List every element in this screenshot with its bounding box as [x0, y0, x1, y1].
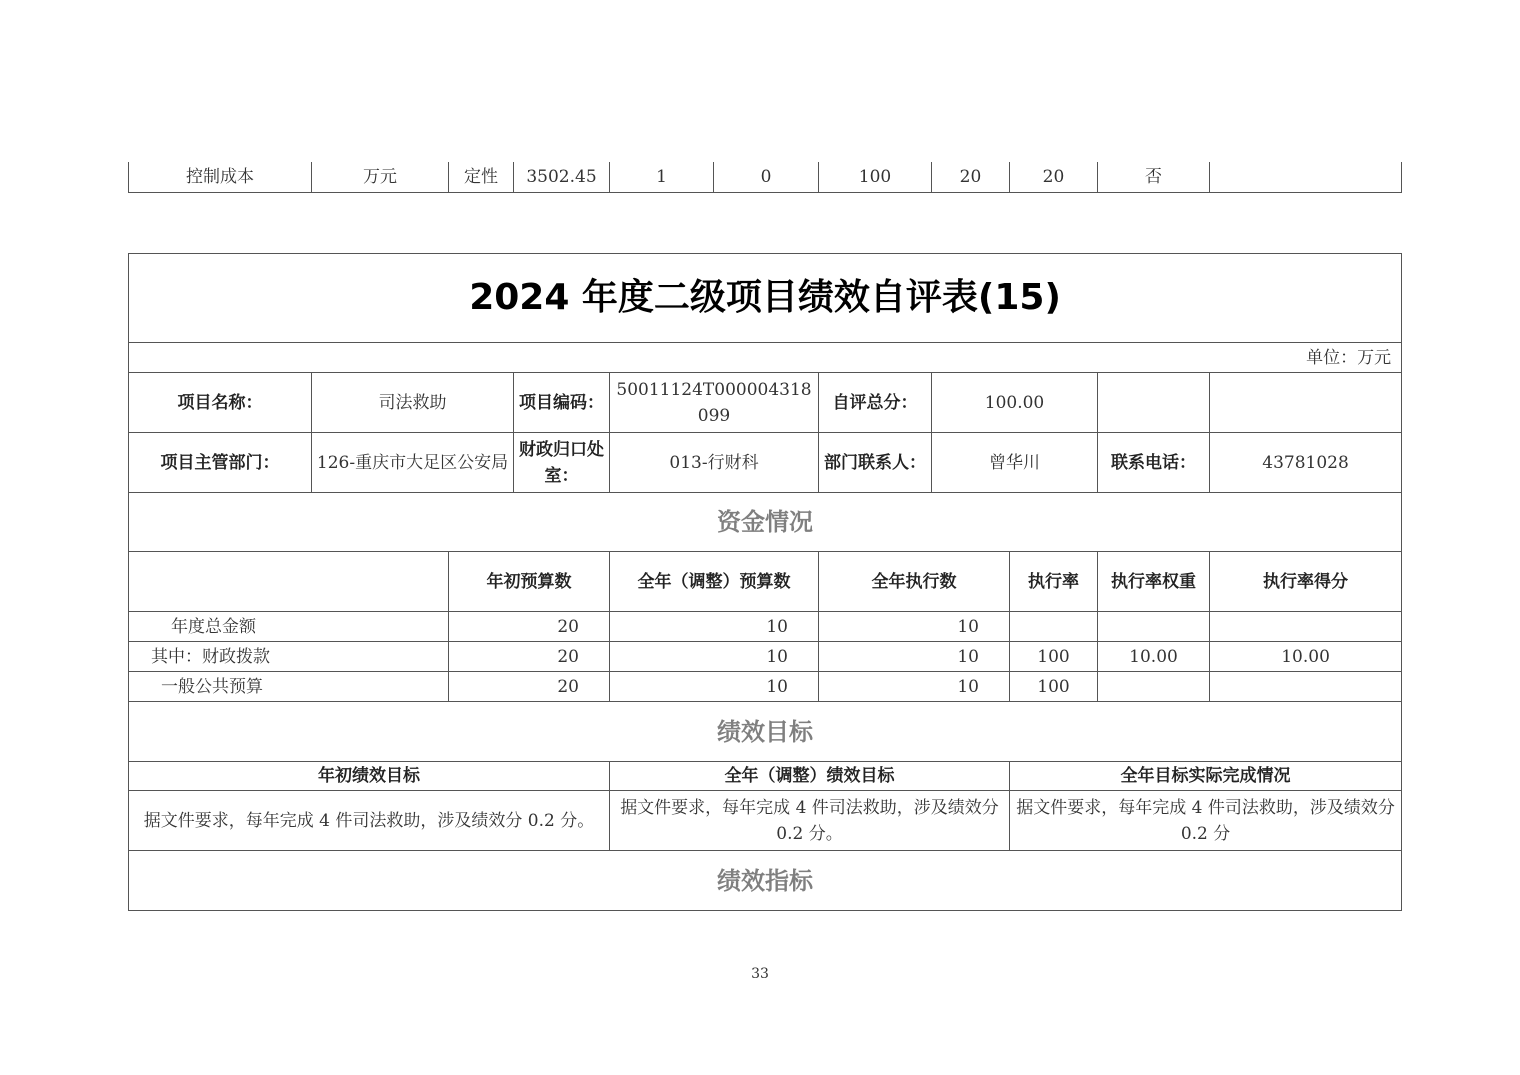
- unit-label: 单位：万元: [129, 343, 1402, 373]
- dept-value: 126-重庆市大足区公安局: [312, 433, 514, 493]
- page-number: 33: [751, 966, 769, 982]
- cell-initial-budget: 20: [449, 612, 610, 642]
- cell-adjusted-budget: 10: [610, 672, 819, 702]
- cell-exec-score: [1210, 672, 1402, 702]
- cell-exec-rate: 100: [1010, 642, 1098, 672]
- cell-value: 20: [1010, 162, 1098, 193]
- header-adjusted-goal: 全年（调整）绩效目标: [610, 762, 1010, 791]
- table-row: [129, 642, 1402, 672]
- cell-value: 0: [714, 162, 819, 193]
- table-row: [129, 612, 1402, 642]
- cell-adjusted-budget: 10: [610, 642, 819, 672]
- indicators-section-title: 绩效指标: [129, 851, 1402, 911]
- funds-section-title: 资金情况: [129, 493, 1402, 552]
- cell-nature: 定性: [449, 162, 514, 193]
- project-code-label: 项目编码：: [514, 373, 610, 433]
- cell-exec-rate: [1010, 612, 1098, 642]
- phone-label: 联系电话：: [1098, 433, 1210, 493]
- table-row: [129, 791, 1402, 851]
- cell-exec-score: [1210, 612, 1402, 642]
- table-row: [129, 762, 1402, 791]
- page-title: 2024 年度二级项目绩效自评表(15): [129, 254, 1402, 343]
- cell-executed: 10: [819, 642, 1010, 672]
- score-value: 100.00: [932, 373, 1098, 433]
- cell-exec-weight: [1098, 612, 1210, 642]
- cell-executed: 10: [819, 612, 1010, 642]
- row-label: 年度总金额: [129, 612, 449, 642]
- empty-header-cell: [129, 552, 449, 612]
- dept-label: 项目主管部门：: [129, 433, 312, 493]
- table-row: [129, 373, 1402, 433]
- initial-goal-text: 据文件要求，每年完成 4 件司法救助，涉及绩效分 0.2 分。: [129, 791, 610, 851]
- project-code-value: 50011124T000004318099: [610, 373, 819, 433]
- cell-indicator: 控制成本: [129, 162, 312, 193]
- project-name-label: 项目名称：: [129, 373, 312, 433]
- contact-value: 曾华川: [932, 433, 1098, 493]
- contact-label: 部门联系人：: [819, 433, 932, 493]
- cell-remark: [1210, 162, 1402, 193]
- cell-initial-budget: 20: [449, 672, 610, 702]
- row-label: 一般公共预算: [129, 672, 449, 702]
- row-label: 其中：财政拨款: [129, 642, 449, 672]
- cell-flag: 否: [1098, 162, 1210, 193]
- header-adjusted-budget: 全年（调整）预算数: [610, 552, 819, 612]
- header-initial-budget: 年初预算数: [449, 552, 610, 612]
- header-initial-goal: 年初绩效目标: [129, 762, 610, 791]
- header-executed: 全年执行数: [819, 552, 1010, 612]
- cell-adjusted-budget: 10: [610, 612, 819, 642]
- table-row: [129, 552, 1402, 612]
- cell-target: 3502.45: [514, 162, 610, 193]
- score-label: 自评总分：: [819, 373, 932, 433]
- cell-value: 1: [610, 162, 714, 193]
- finance-value: 013-行财科: [610, 433, 819, 493]
- header-exec-rate: 执行率: [1010, 552, 1098, 612]
- finance-label: 财政归口处室：: [514, 433, 610, 493]
- cell-value: 100: [819, 162, 932, 193]
- cell-exec-rate: 100: [1010, 672, 1098, 702]
- cell-unit: 万元: [312, 162, 449, 193]
- cell-exec-score: 10.00: [1210, 642, 1402, 672]
- table-row: [129, 672, 1402, 702]
- header-exec-weight: 执行率权重: [1098, 552, 1210, 612]
- actual-completion-text: 据文件要求，每年完成 4 件司法救助，涉及绩效分 0.2 分: [1010, 791, 1402, 851]
- goals-section-title: 绩效目标: [129, 702, 1402, 762]
- adjusted-goal-text: 据文件要求，每年完成 4 件司法救助，涉及绩效分 0.2 分。: [610, 791, 1010, 851]
- previous-table-continuation: [128, 162, 1402, 193]
- cell-exec-weight: [1098, 672, 1210, 702]
- table-row: [129, 433, 1402, 493]
- cell-initial-budget: 20: [449, 642, 610, 672]
- cell-value: 20: [932, 162, 1010, 193]
- project-name-value: 司法救助: [312, 373, 514, 433]
- empty-cell: [1098, 373, 1210, 433]
- cell-exec-weight: 10.00: [1098, 642, 1210, 672]
- evaluation-table: [128, 253, 1402, 911]
- header-actual-completion: 全年目标实际完成情况: [1010, 762, 1402, 791]
- table-row: [129, 162, 1402, 193]
- empty-cell: [1210, 373, 1402, 433]
- cell-executed: 10: [819, 672, 1010, 702]
- header-exec-score: 执行率得分: [1210, 552, 1402, 612]
- phone-value: 43781028: [1210, 433, 1402, 493]
